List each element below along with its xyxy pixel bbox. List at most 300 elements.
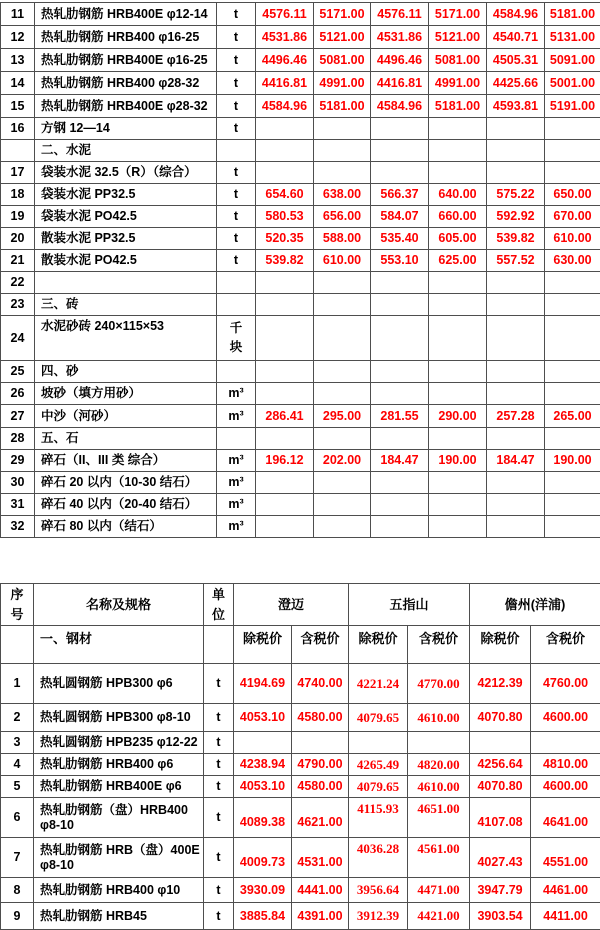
header-region-wuzhishan: 五指山	[349, 584, 470, 626]
price-value	[545, 272, 600, 294]
price-value: 4610.00	[408, 704, 470, 732]
price-value	[487, 272, 545, 294]
row-number: 1	[1, 664, 34, 704]
materials-price-table-upper	[0, 2, 600, 538]
price-value: 610.00	[314, 250, 371, 272]
item-unit: t	[204, 798, 234, 838]
row-number: 6	[1, 798, 34, 838]
table-row	[1, 903, 600, 930]
price-value: 4991.00	[429, 72, 487, 95]
price-value	[408, 732, 470, 754]
row-number: 15	[1, 95, 35, 118]
price-value: 4036.28	[349, 838, 408, 878]
row-number: 24	[1, 316, 35, 361]
price-value	[314, 140, 371, 162]
item-unit: t	[204, 903, 234, 930]
item-unit: m³	[217, 383, 256, 405]
price-value: 4531.86	[256, 26, 314, 49]
price-value	[429, 383, 487, 405]
price-value	[429, 494, 487, 516]
price-value	[234, 732, 292, 754]
item-name: 热轧肋钢筋 HRB400 φ28-32	[35, 72, 217, 95]
price-value: 4820.00	[408, 754, 470, 776]
price-value: 4584.96	[256, 95, 314, 118]
table-row	[1, 250, 600, 272]
item-unit: t	[217, 162, 256, 184]
price-value: 4070.80	[470, 776, 531, 798]
row-number: 16	[1, 118, 35, 140]
item-name: 三、砖	[35, 294, 217, 316]
price-value	[371, 361, 429, 383]
price-value: 5171.00	[429, 3, 487, 26]
item-unit: t	[204, 776, 234, 798]
price-value: 584.07	[371, 206, 429, 228]
table-row	[1, 272, 600, 294]
table-row	[1, 72, 600, 95]
item-unit	[217, 294, 256, 316]
table-row	[1, 49, 600, 72]
price-value: 4760.00	[531, 664, 600, 704]
price-value	[545, 428, 600, 450]
price-value: 4256.64	[470, 754, 531, 776]
price-value	[371, 162, 429, 184]
row-number: 2	[1, 704, 34, 732]
table-row	[1, 95, 600, 118]
table-row	[1, 472, 600, 494]
item-unit: t	[204, 704, 234, 732]
row-number: 5	[1, 776, 34, 798]
subheader-empty-unit	[204, 626, 234, 664]
price-value: 4265.49	[349, 754, 408, 776]
item-unit: m³	[217, 450, 256, 472]
price-value	[314, 494, 371, 516]
price-value	[256, 472, 314, 494]
table-row	[1, 228, 600, 250]
price-value	[314, 361, 371, 383]
row-number: 20	[1, 228, 35, 250]
price-value: 4505.31	[487, 49, 545, 72]
item-name: 热轧肋钢筋 HRB400E φ12-14	[35, 3, 217, 26]
price-value: 4471.00	[408, 878, 470, 903]
item-unit-label: 千块	[229, 319, 243, 357]
price-value: 3903.54	[470, 903, 531, 930]
price-value: 4461.00	[531, 878, 600, 903]
item-name: 散装水泥 PP32.5	[35, 228, 217, 250]
price-value: 4411.00	[531, 903, 600, 930]
price-value	[487, 361, 545, 383]
price-value: 4009.73	[234, 838, 292, 878]
header-no-label: 序号	[10, 585, 25, 624]
price-value	[429, 472, 487, 494]
price-value: 4421.00	[408, 903, 470, 930]
price-value: 4212.39	[470, 664, 531, 704]
header-region-chengmai: 澄迈	[234, 584, 349, 626]
row-number: 32	[1, 516, 35, 538]
table-row	[1, 516, 600, 538]
price-value: 656.00	[314, 206, 371, 228]
price-value: 4610.00	[408, 776, 470, 798]
row-number: 27	[1, 405, 35, 428]
row-number	[1, 140, 35, 162]
item-name: 四、砂	[35, 361, 217, 383]
price-value: 3956.64	[349, 878, 408, 903]
row-number: 3	[1, 732, 34, 754]
item-name: 热轧肋钢筋 HRB400E φ28-32	[35, 95, 217, 118]
price-value	[487, 472, 545, 494]
price-value: 4561.00	[408, 838, 470, 878]
price-value: 654.60	[256, 184, 314, 206]
price-value: 553.10	[371, 250, 429, 272]
price-value	[545, 162, 600, 184]
item-name: 热轧肋钢筋 HRB400 φ10	[34, 878, 204, 903]
item-unit: m³	[217, 516, 256, 538]
item-name: 碎石 40 以内（20-40 结石）	[35, 494, 217, 516]
table-row	[1, 405, 600, 428]
price-value: 4496.46	[371, 49, 429, 72]
item-name: 方钢 12—14	[35, 118, 217, 140]
header-unit	[204, 584, 234, 626]
item-name: 热轧圆钢筋 HPB300 φ6	[34, 664, 204, 704]
price-value: 539.82	[487, 228, 545, 250]
row-number: 25	[1, 361, 35, 383]
price-value: 4053.10	[234, 776, 292, 798]
price-value	[314, 162, 371, 184]
row-number: 18	[1, 184, 35, 206]
price-value	[545, 383, 600, 405]
price-value: 4425.66	[487, 72, 545, 95]
item-unit: t	[217, 49, 256, 72]
item-unit: t	[217, 95, 256, 118]
section-label-steel: 一、钢材	[34, 626, 204, 664]
price-value	[545, 140, 600, 162]
price-value: 660.00	[429, 206, 487, 228]
item-name: 袋装水泥 32.5（R）（综合）	[35, 162, 217, 184]
price-value: 4790.00	[292, 754, 349, 776]
table-row	[1, 118, 600, 140]
item-name: 热轧肋钢筋 HRB400 φ6	[34, 754, 204, 776]
subheader-price-incltax-1: 含税价	[292, 626, 349, 664]
price-value: 4584.96	[371, 95, 429, 118]
price-value: 295.00	[314, 405, 371, 428]
item-name: 热轧肋钢筋 HRB400 φ16-25	[35, 26, 217, 49]
item-unit	[217, 316, 256, 361]
item-name: 热轧肋钢筋 HRB400E φ16-25	[35, 49, 217, 72]
price-value	[371, 494, 429, 516]
table-row	[1, 361, 600, 383]
price-value: 4584.96	[487, 3, 545, 26]
price-value	[371, 516, 429, 538]
price-value	[349, 732, 408, 754]
row-number: 28	[1, 428, 35, 450]
row-number: 23	[1, 294, 35, 316]
table-row	[1, 294, 600, 316]
price-value	[256, 162, 314, 184]
item-name: 碎石 80 以内（结石）	[35, 516, 217, 538]
row-number: 4	[1, 754, 34, 776]
price-value: 4600.00	[531, 776, 600, 798]
price-value	[545, 294, 600, 316]
price-value: 4107.08	[470, 798, 531, 838]
price-value: 5181.00	[429, 95, 487, 118]
price-value	[371, 316, 429, 361]
table-row	[1, 26, 600, 49]
row-number: 12	[1, 26, 35, 49]
price-value: 4070.80	[470, 704, 531, 732]
price-value	[314, 316, 371, 361]
price-value	[429, 516, 487, 538]
price-value: 4551.00	[531, 838, 600, 878]
price-value: 196.12	[256, 450, 314, 472]
row-number: 7	[1, 838, 34, 878]
item-name	[35, 272, 217, 294]
price-value: 4651.00	[408, 798, 470, 838]
price-value: 580.53	[256, 206, 314, 228]
price-value: 4531.86	[371, 26, 429, 49]
item-name: 袋装水泥 PO42.5	[35, 206, 217, 228]
price-value	[256, 272, 314, 294]
price-value: 281.55	[371, 405, 429, 428]
subheader-price-extax-1: 除税价	[234, 626, 292, 664]
price-value: 4496.46	[256, 49, 314, 72]
price-value: 4740.00	[292, 664, 349, 704]
materials-price-table-lower	[0, 583, 600, 930]
price-value: 4079.65	[349, 704, 408, 732]
price-value	[256, 140, 314, 162]
item-unit: t	[217, 206, 256, 228]
price-value: 4416.81	[256, 72, 314, 95]
price-value: 4593.81	[487, 95, 545, 118]
price-value: 4441.00	[292, 878, 349, 903]
price-value: 4810.00	[531, 754, 600, 776]
price-value	[314, 472, 371, 494]
price-value	[429, 272, 487, 294]
price-value	[487, 316, 545, 361]
table-row	[1, 140, 600, 162]
price-value	[371, 294, 429, 316]
item-unit: t	[204, 754, 234, 776]
table-subheader-row	[1, 626, 600, 664]
item-name: 中沙（河砂）	[35, 405, 217, 428]
price-value: 202.00	[314, 450, 371, 472]
price-value	[429, 294, 487, 316]
price-value: 4600.00	[531, 704, 600, 732]
price-value: 5181.00	[545, 3, 600, 26]
price-value: 588.00	[314, 228, 371, 250]
price-value: 4641.00	[531, 798, 600, 838]
price-value: 286.41	[256, 405, 314, 428]
row-number: 14	[1, 72, 35, 95]
table-row	[1, 878, 600, 903]
price-value: 5001.00	[545, 72, 600, 95]
item-name: 五、石	[35, 428, 217, 450]
header-no	[1, 584, 34, 626]
price-value: 4770.00	[408, 664, 470, 704]
row-number: 29	[1, 450, 35, 472]
price-value: 3912.39	[349, 903, 408, 930]
row-number: 8	[1, 878, 34, 903]
subheader-price-extax-3: 除税价	[470, 626, 531, 664]
price-value	[314, 118, 371, 140]
price-value: 638.00	[314, 184, 371, 206]
price-value: 4079.65	[349, 776, 408, 798]
item-name: 袋装水泥 PP32.5	[35, 184, 217, 206]
price-value: 4089.38	[234, 798, 292, 838]
price-value	[429, 140, 487, 162]
price-value: 257.28	[487, 405, 545, 428]
item-unit: t	[217, 26, 256, 49]
price-value: 640.00	[429, 184, 487, 206]
item-name: 碎石（II、III 类 综合）	[35, 450, 217, 472]
price-value	[429, 316, 487, 361]
item-name: 坡砂（填方用砂）	[35, 383, 217, 405]
price-value: 5131.00	[545, 26, 600, 49]
item-unit	[217, 272, 256, 294]
item-name: 热轧肋钢筋 HRB400E φ6	[34, 776, 204, 798]
price-value	[487, 428, 545, 450]
price-value	[487, 162, 545, 184]
price-value: 670.00	[545, 206, 600, 228]
price-value: 4540.71	[487, 26, 545, 49]
subheader-price-extax-2: 除税价	[349, 626, 408, 664]
price-value: 5191.00	[545, 95, 600, 118]
item-unit: m³	[217, 494, 256, 516]
row-number: 31	[1, 494, 35, 516]
header-name: 名称及规格	[34, 584, 204, 626]
table-row	[1, 184, 600, 206]
price-value: 5121.00	[314, 26, 371, 49]
table-header-row	[1, 584, 600, 626]
item-unit: t	[217, 184, 256, 206]
subheader-price-incltax-3: 含税价	[531, 626, 600, 664]
table-row	[1, 732, 600, 754]
price-value	[545, 361, 600, 383]
price-value	[371, 472, 429, 494]
price-value	[429, 118, 487, 140]
item-unit: t	[217, 3, 256, 26]
price-value	[256, 316, 314, 361]
price-value	[256, 361, 314, 383]
price-value: 5091.00	[545, 49, 600, 72]
item-unit: t	[217, 228, 256, 250]
table-row	[1, 383, 600, 405]
table-row	[1, 494, 600, 516]
item-name: 散装水泥 PO42.5	[35, 250, 217, 272]
price-value: 4221.24	[349, 664, 408, 704]
price-value	[256, 516, 314, 538]
price-value	[371, 383, 429, 405]
item-name: 热轧圆钢筋 HPB300 φ8-10	[34, 704, 204, 732]
price-value: 265.00	[545, 405, 600, 428]
item-name: 水泥砂砖 240×115×53	[35, 316, 217, 361]
item-unit: m³	[217, 472, 256, 494]
table-row	[1, 206, 600, 228]
subheader-empty-no	[1, 626, 34, 664]
item-name: 热轧肋钢筋 HRB45	[34, 903, 204, 930]
table-row	[1, 798, 600, 838]
table-row	[1, 316, 600, 361]
price-value: 535.40	[371, 228, 429, 250]
table-row	[1, 3, 600, 26]
price-value	[487, 383, 545, 405]
price-value	[487, 516, 545, 538]
price-value	[545, 516, 600, 538]
price-value	[371, 428, 429, 450]
item-unit: t	[204, 878, 234, 903]
row-number: 9	[1, 903, 34, 930]
price-value	[256, 294, 314, 316]
table-row	[1, 664, 600, 704]
price-value	[314, 383, 371, 405]
table-row	[1, 704, 600, 732]
price-value	[371, 140, 429, 162]
item-name: 热轧圆钢筋 HPB235 φ12-22	[34, 732, 204, 754]
price-value: 3930.09	[234, 878, 292, 903]
price-value	[371, 118, 429, 140]
table-row	[1, 450, 600, 472]
price-value	[470, 732, 531, 754]
price-value: 5121.00	[429, 26, 487, 49]
price-value: 605.00	[429, 228, 487, 250]
item-unit: t	[217, 72, 256, 95]
price-value	[314, 272, 371, 294]
table-row	[1, 754, 600, 776]
price-value	[314, 428, 371, 450]
price-value: 290.00	[429, 405, 487, 428]
item-unit: t	[204, 664, 234, 704]
price-value: 592.92	[487, 206, 545, 228]
price-value: 4115.93	[349, 798, 408, 838]
item-unit: t	[217, 118, 256, 140]
price-value: 520.35	[256, 228, 314, 250]
row-number: 13	[1, 49, 35, 72]
price-value: 4391.00	[292, 903, 349, 930]
price-value: 4576.11	[371, 3, 429, 26]
header-unit-label: 单位	[211, 585, 226, 624]
price-value: 190.00	[545, 450, 600, 472]
price-value	[314, 294, 371, 316]
item-unit: m³	[217, 405, 256, 428]
price-value: 4576.11	[256, 3, 314, 26]
price-value: 4238.94	[234, 754, 292, 776]
price-value	[487, 140, 545, 162]
price-value: 625.00	[429, 250, 487, 272]
row-number: 22	[1, 272, 35, 294]
price-value: 4416.81	[371, 72, 429, 95]
item-unit	[217, 140, 256, 162]
price-value: 4580.00	[292, 776, 349, 798]
item-unit: t	[204, 732, 234, 754]
item-name: 二、水泥	[35, 140, 217, 162]
price-value: 5081.00	[314, 49, 371, 72]
price-value: 566.37	[371, 184, 429, 206]
price-value: 5081.00	[429, 49, 487, 72]
row-number: 19	[1, 206, 35, 228]
price-value: 610.00	[545, 228, 600, 250]
price-value: 184.47	[487, 450, 545, 472]
price-value: 4621.00	[292, 798, 349, 838]
price-value: 4027.43	[470, 838, 531, 878]
price-value: 557.52	[487, 250, 545, 272]
price-value: 4053.10	[234, 704, 292, 732]
price-value	[545, 118, 600, 140]
header-region-danzhou: 儋州(洋浦)	[470, 584, 600, 626]
price-value: 5181.00	[314, 95, 371, 118]
item-unit: t	[204, 838, 234, 878]
price-value: 630.00	[545, 250, 600, 272]
row-number: 26	[1, 383, 35, 405]
row-number: 17	[1, 162, 35, 184]
price-value: 650.00	[545, 184, 600, 206]
